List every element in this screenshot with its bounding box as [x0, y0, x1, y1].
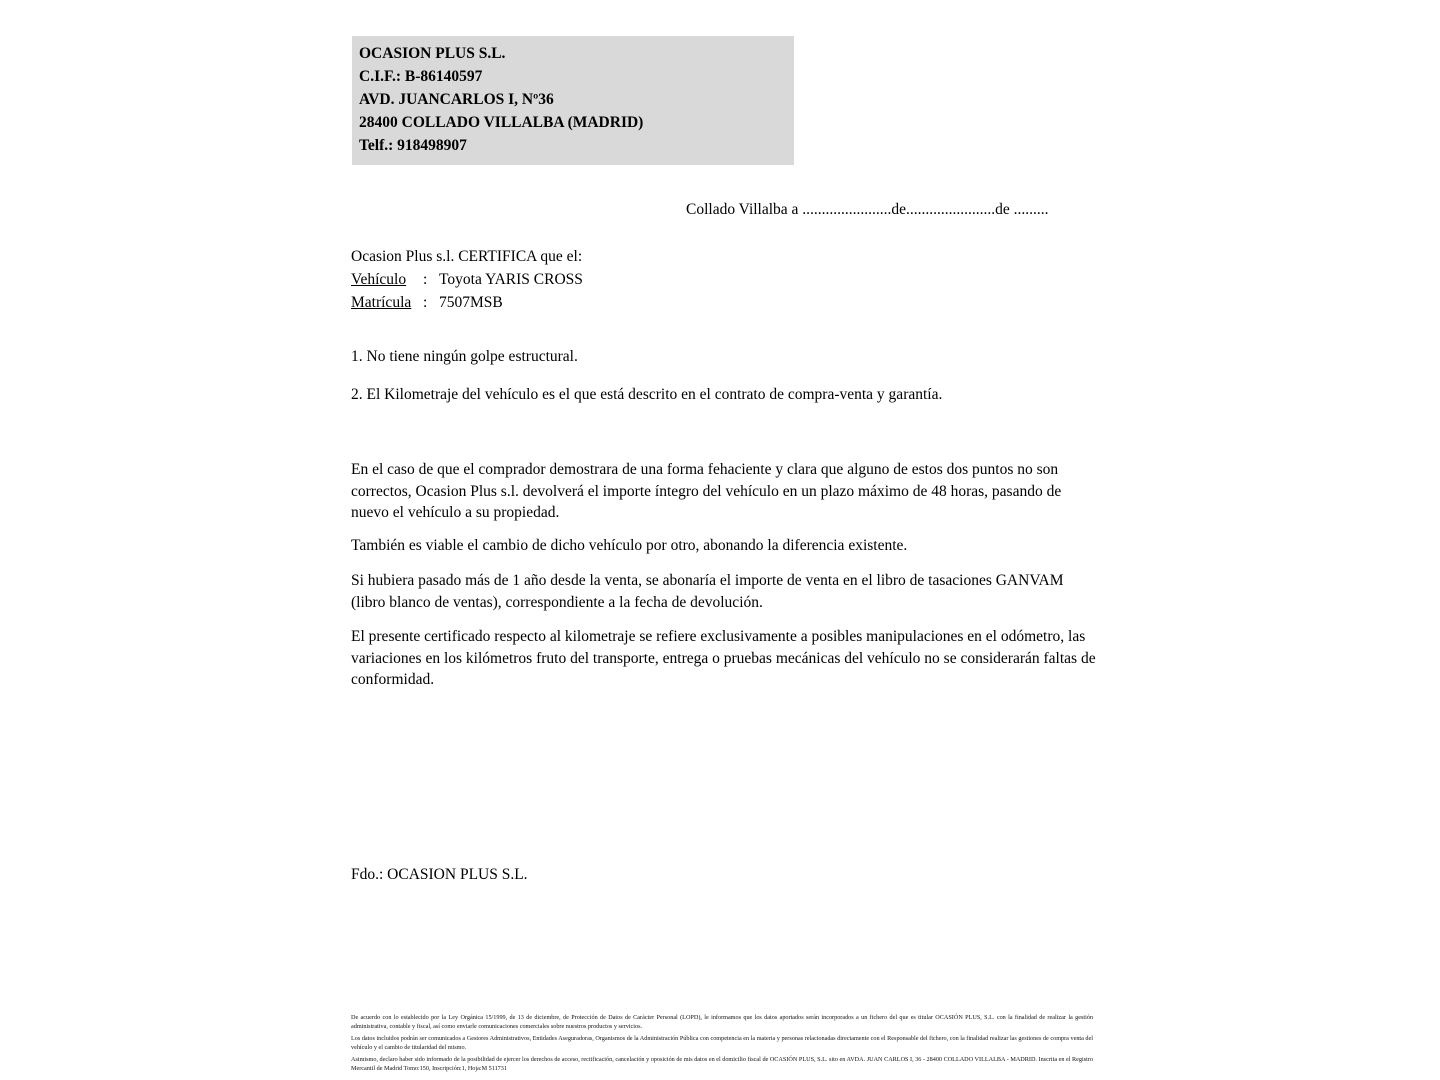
company-phone: Telf.: 918498907 — [359, 137, 467, 154]
vehicle-label: Vehículo — [351, 271, 407, 288]
body-paragraph-3: Si hubiera pasado más de 1 año desde la venta, se abonaría el importe de venta en el libro de tasaciones GANVAM (libro blanco de ventas), correspondiente a la fecha de devolución. — [351, 572, 1064, 611]
date-line: Collado Villalba a .......................de.......................de ......... — [686, 201, 1049, 218]
company-city: 28400 COLLADO VILLALBA (MADRID) — [359, 114, 644, 131]
signature-line: Fdo.: OCASION PLUS S.L. — [351, 866, 528, 883]
legal-paragraph-2: Los datos incluidos podrán ser comunicados a Gestores Administrativos, Entidades Aseguradoras, Organismos de la Administración Pública con competencia en la materia y personas relacionadas directamente con el Responsable del fichero, con la finalidad realizar las gestiones de compra venta del vehículo y el cambio de titularidad del mismo. — [351, 1035, 1093, 1051]
certification-block — [351, 245, 583, 314]
company-name: OCASION PLUS S.L. — [359, 45, 506, 62]
company-header-box — [352, 36, 794, 165]
legal-notice — [351, 1014, 1093, 1074]
point-item-1: 1. No tiene ningún golpe estructural. — [351, 348, 578, 365]
plate-row — [351, 291, 583, 314]
vehicle-value: Toyota YARIS CROSS — [439, 271, 583, 288]
body-paragraph-2: También es viable el cambio de dicho vehículo por otro, abonando la diferencia existente. — [351, 537, 908, 554]
body-paragraph-1: En el caso de que el comprador demostrara de una forma fehaciente y clara que alguno de estos dos puntos no son correctos, Ocasion Plus s.l. devolverá el importe íntegro del vehículo en un plazo máximo de 48 horas, pasando de nuevo el vehículo a su propiedad. — [351, 461, 1062, 521]
certification-intro: Ocasion Plus s.l. CERTIFICA que el: — [351, 248, 583, 265]
plate-label: Matrícula — [351, 294, 412, 311]
body-paragraph-4: El presente certificado respecto al kilometraje se refiere exclusivamente a posibles manipulaciones en el odómetro, las variaciones en los kilómetros fruto del transporte, entrega o pruebas mecánicas del vehículo no se considerarán faltas de conformidad. — [351, 628, 1096, 688]
legal-paragraph-3: Asimismo, declaro haber sido informado de la posibilidad de ejercer los derechos de acceso, rectificación, cancelación y oposición de mis datos en el domicilio fiscal de OCASIÓN PLUS, S.L. sito en AVDA. JUAN CARLOS I, 36 - 28400 COLLADO VILLALBA - MADRID. Inscrita en el Registro Mercantil de Madrid Tomo:150, Inscripción:1, Hoja:M 511731 — [351, 1056, 1093, 1072]
company-address: AVD. JUANCARLOS I, Nº36 — [359, 91, 554, 108]
vehicle-row — [351, 268, 583, 291]
legal-paragraph-1: De acuerdo con lo establecido por la Ley Orgánica 15/1999, de 13 de diciembre, de Protección de Datos de Carácter Personal (LOPD), le informamos que los datos aportados serán incorporados a un fichero del que es titular OCASIÓN PLUS, S.L. con la finalidad de realizar la gestión administrativa, contable y fiscal, así como enviarle comunicaciones comerciales sobre nuestros productos y servicios. — [351, 1014, 1093, 1030]
company-cif: C.I.F.: B-86140597 — [359, 68, 483, 85]
point-item-2: 2. El Kilometraje del vehículo es el que está descrito en el contrato de compra-venta y garantía. — [351, 386, 943, 403]
plate-value: 7507MSB — [439, 294, 503, 311]
plate-separator: : — [423, 294, 428, 311]
vehicle-separator: : — [423, 271, 428, 288]
